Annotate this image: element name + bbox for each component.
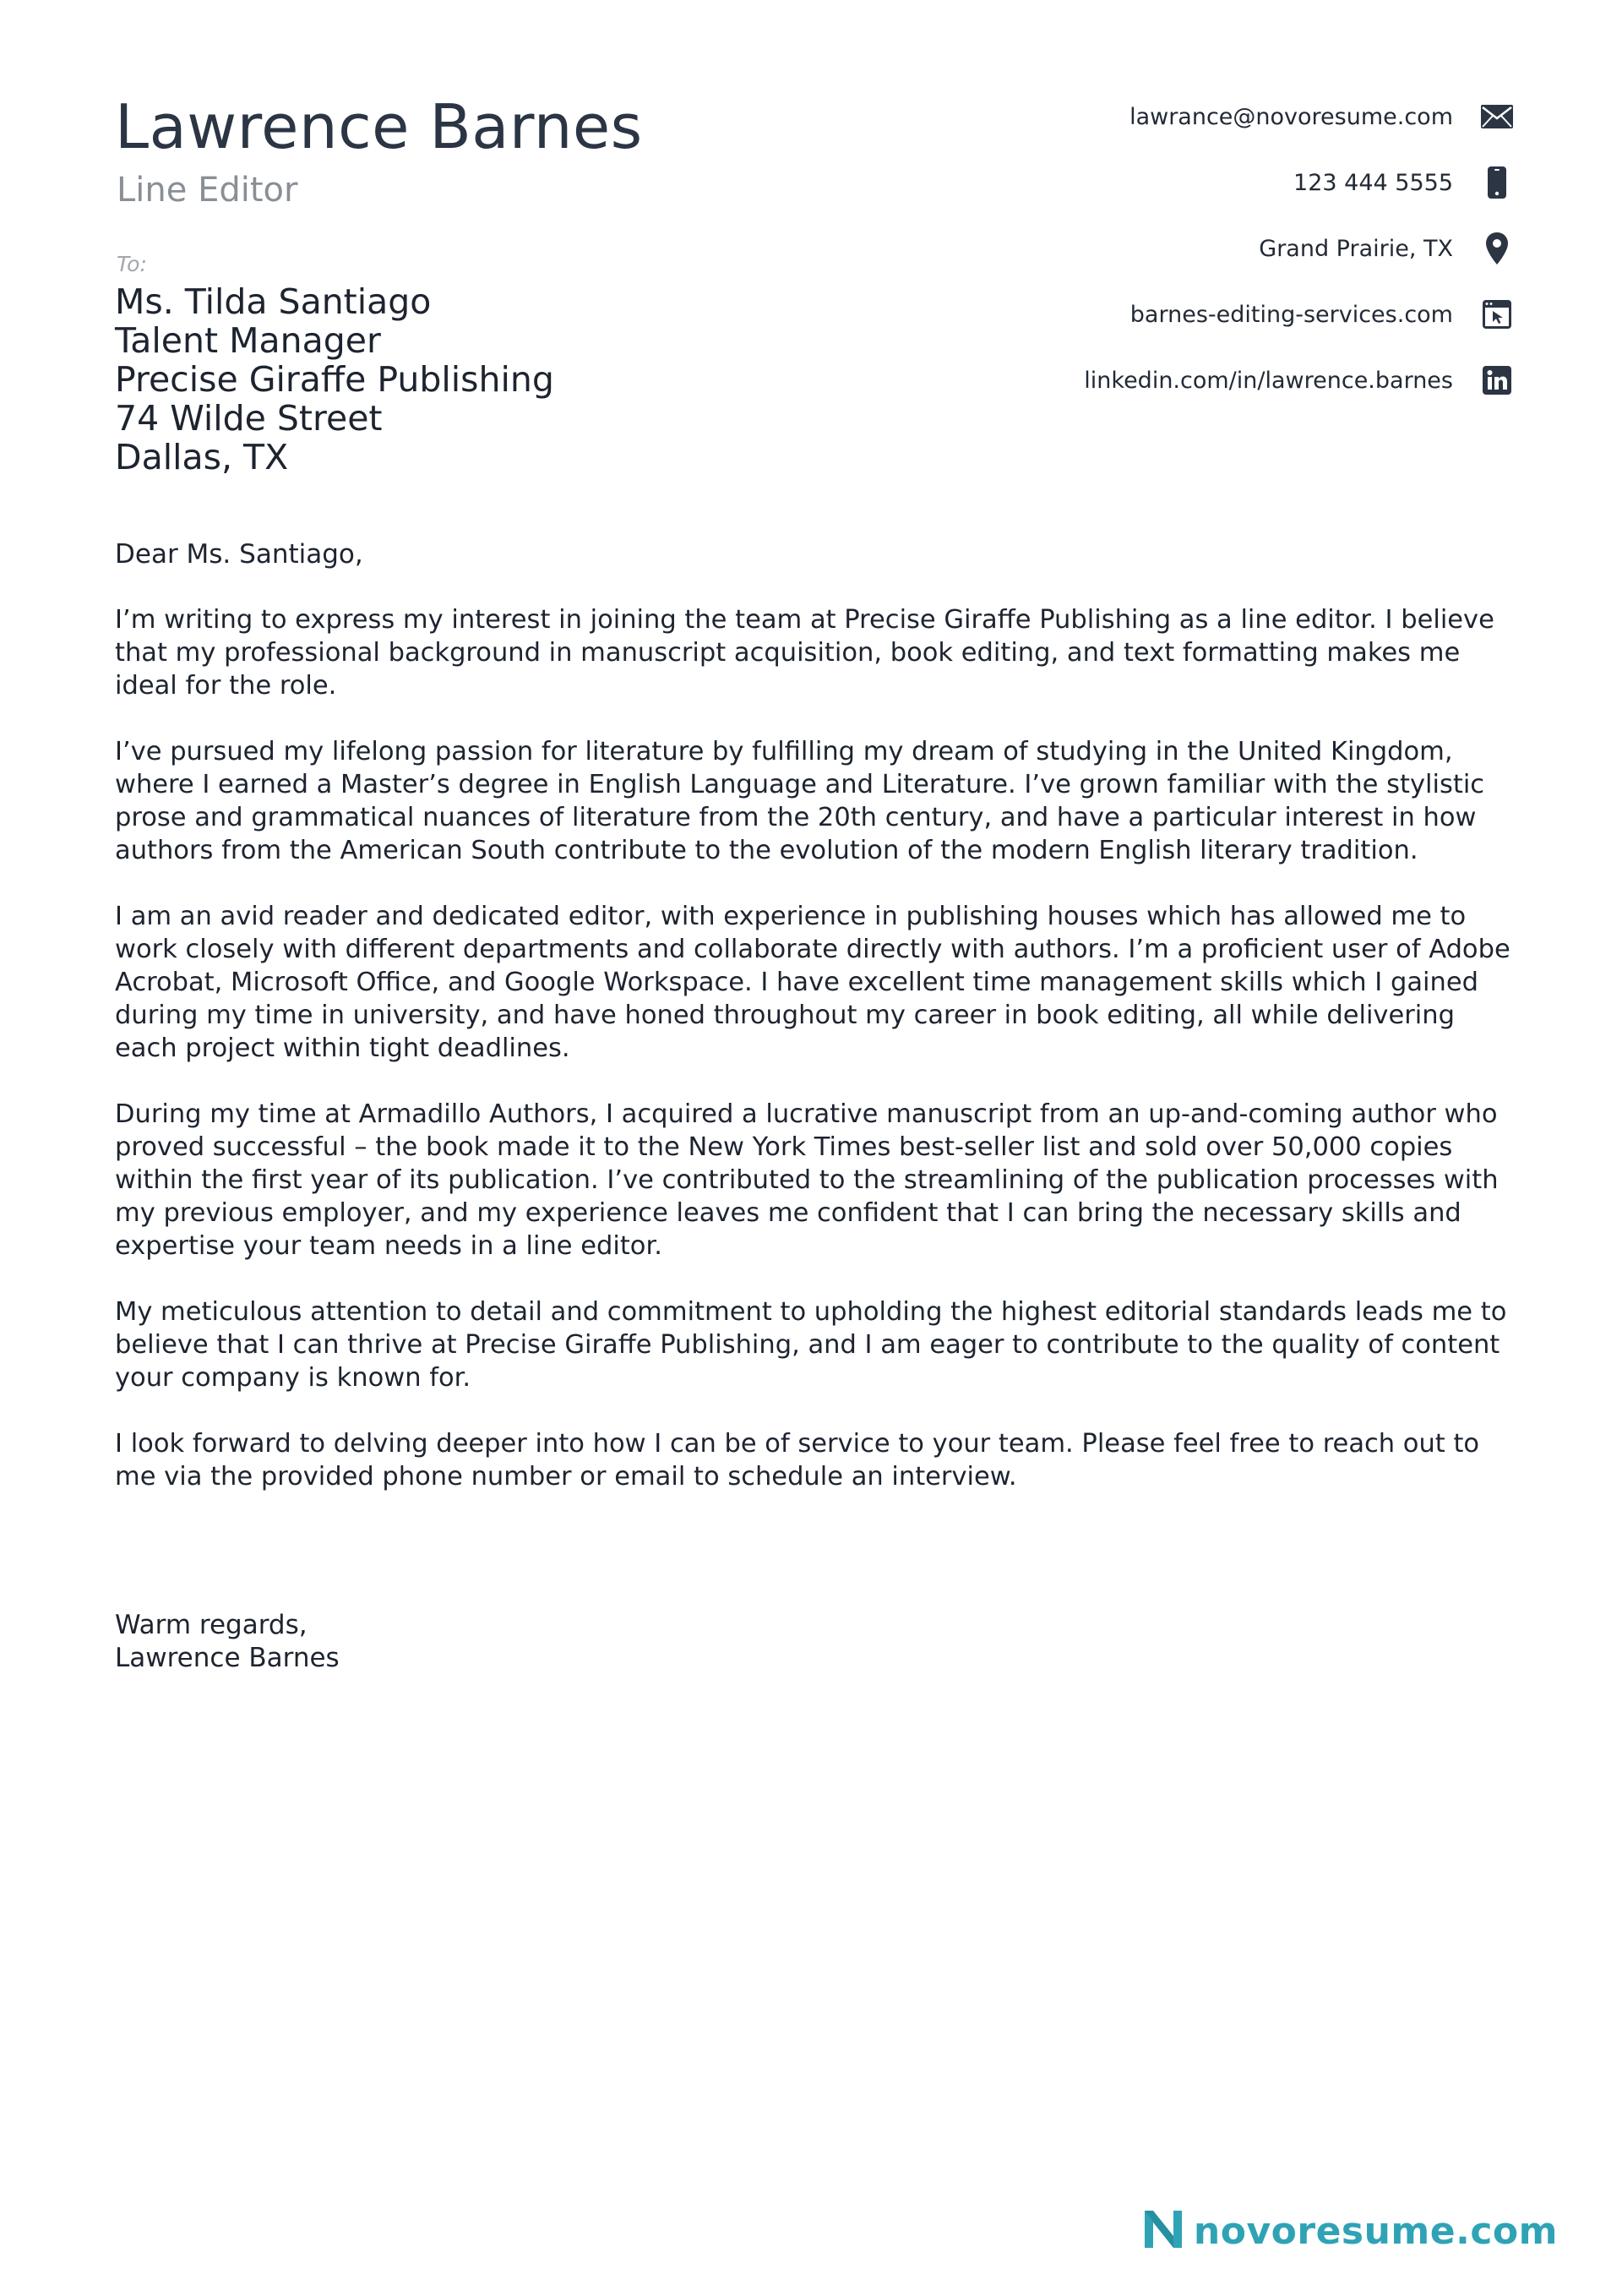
paragraph: During my time at Armadillo Authors, I acquired a lucrative manuscript from an up-and-coming author who proved successful – the book made it to the New York Times best-seller list and sold over 50,000 copies within the first year of its publication. I’ve contributed to the streamlining of the publication processes with my previous employer, and my experience leaves me confident that I can bring the necessary skills and expertise your team needs in a line editor.: [115, 1099, 1499, 1261]
paragraph: I’m writing to express my interest in joining the team at Precise Giraffe Publishing as a line editor. I believe that my professional background in manuscript acquisition, book editing, and text formatting makes me ideal for the role.: [115, 605, 1494, 701]
paragraph: I’ve pursued my lifelong passion for literature by fulfilling my dream of studying in the United Kingdom, where I earned a Master’s degree in English Language and Literature. I’ve grown familiar with the stylistic prose and grammatical nuances of literature from the 20th century, and have a particular interest in how authors from the American South contribute to the evolution of the modern English literary tradition.: [115, 737, 1485, 865]
contact-email-text[interactable]: lawrance@novoresume.com: [1129, 103, 1453, 130]
paragraph: I am an avid reader and dedicated editor, with experience in publishing houses which has allowed me to work closely with different departments and collaborate directly with authors. I’m a proficient user of Adobe Acrobat, Microsoft Office, and Google Workspace. I have excellent time management skills which I gained during my time in university, and have honed throughout my career in book editing, all while delivering each project within tight deadlines.: [115, 902, 1510, 1063]
recipient-street: 74 Wilde Street: [115, 398, 383, 439]
closing-phrase: Warm regards,: [115, 1610, 308, 1640]
signature-name: Lawrence Barnes: [115, 1643, 340, 1673]
recipient-name: Ms. Tilda Santiago: [115, 281, 432, 322]
contact-linkedin-text[interactable]: linkedin.com/in/lawrence.barnes: [1084, 367, 1453, 394]
phone-icon: [1478, 164, 1516, 201]
applicant-role: Line Editor: [117, 171, 298, 210]
location-icon: [1478, 230, 1516, 267]
contact-location: [1084, 226, 1516, 270]
contact-location-text: Grand Prairie, TX: [1259, 235, 1453, 262]
contact-linkedin[interactable]: [1084, 358, 1516, 402]
recipient-title: Talent Manager: [115, 320, 381, 361]
contact-list: [1084, 95, 1516, 424]
applicant-name: Lawrence Barnes: [115, 91, 643, 162]
contact-phone-text[interactable]: 123 444 5555: [1293, 169, 1453, 196]
brand-logo[interactable]: [1141, 2207, 1558, 2255]
brand-text[interactable]: novoresume.com: [1193, 2209, 1558, 2253]
closing-block: [115, 1609, 340, 1675]
paragraph: My meticulous attention to detail and commitment to upholding the highest editorial standards leads me to believe that I can thrive at Precise Giraffe Publishing, and I am eager to contribute to the quality of content your company is known for.: [115, 1297, 1507, 1393]
contact-website[interactable]: [1084, 292, 1516, 336]
letter-body: [115, 603, 1517, 1526]
to-label: To:: [117, 252, 147, 276]
linkedin-icon: [1478, 362, 1516, 399]
contact-email[interactable]: [1084, 95, 1516, 139]
novoresume-logo-icon: [1141, 2207, 1185, 2255]
recipient-company: Precise Giraffe Publishing: [115, 359, 554, 400]
contact-website-text[interactable]: barnes-editing-services.com: [1129, 301, 1453, 328]
contact-phone[interactable]: [1084, 161, 1516, 205]
email-icon: [1478, 98, 1516, 135]
website-icon: [1478, 296, 1516, 333]
recipient-city: Dallas, TX: [115, 437, 289, 477]
salutation: Dear Ms. Santiago,: [115, 539, 363, 570]
paragraph: I look forward to delving deeper into how I can be of service to your team. Please feel free to reach out to me via the provided phone number or email to schedule an interview.: [115, 1429, 1480, 1492]
recipient-block: [115, 282, 554, 477]
